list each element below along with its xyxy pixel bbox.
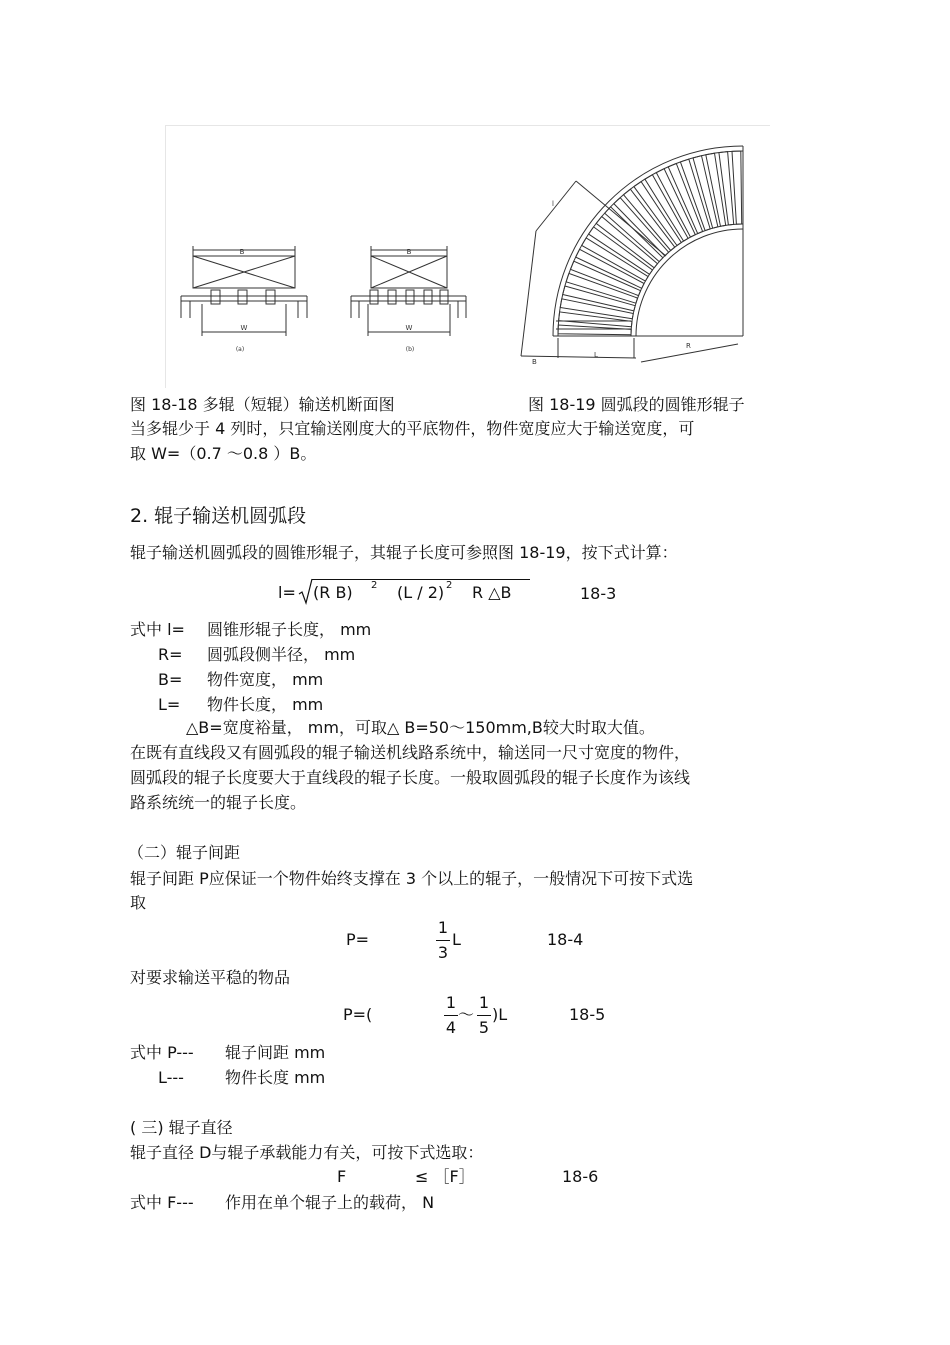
caption-fig-18-19: 图 18-19 圆弧段的圆锥形辊子	[528, 395, 745, 414]
label-b1: B	[239, 248, 245, 256]
formula-18-4-number: 18-4	[547, 930, 584, 949]
formula-18-4-den: 3	[437, 943, 449, 962]
formula-18-5-num2: 1	[478, 993, 490, 1012]
system-para-line-2: 圆弧段的辊子长度要大于直线段的辊子长度。一般取圆弧段的辊子长度作为该线	[130, 768, 691, 787]
figure-area	[165, 125, 770, 388]
label-b2: B	[406, 248, 412, 256]
figure-18-19-drawing	[521, 146, 743, 362]
figure-18-18a-drawing	[181, 246, 307, 336]
def-l2-desc: 物件长度 mm	[225, 1068, 326, 1087]
section-2-title: 2. 辊子输送机圆弧段	[130, 505, 307, 527]
formula-18-4-fraction	[436, 918, 450, 963]
arc-roller	[566, 273, 638, 303]
def-b-desc: 物件宽度， mm	[207, 670, 324, 689]
label-w1: W	[240, 324, 248, 332]
def-L-desc: 物件长度， mm	[207, 695, 324, 714]
def-l2-sym: L---	[158, 1068, 184, 1087]
figure-18-18b-drawing	[351, 246, 466, 336]
formula-18-5-num1: 1	[445, 993, 457, 1012]
arc-roller	[558, 325, 631, 335]
arc-roller	[732, 151, 742, 224]
formula-18-5-mid: ～	[458, 1005, 475, 1024]
def-f-desc: 作用在单个辊子上的载荷， N	[225, 1193, 435, 1212]
formula-18-5-rhs: )L	[492, 1005, 508, 1024]
system-para-line-3: 路系统统一的辊子长度。	[130, 793, 307, 812]
section-diameter-title: ( 三) 辊子直径	[130, 1118, 233, 1137]
formula-18-3-exp2: 2	[446, 580, 453, 591]
label-r: R	[686, 342, 691, 350]
label-b: (b)	[405, 346, 415, 353]
label-w2: W	[405, 324, 413, 332]
intro-line-1: 当多辊少于 4 列时，只宜输送刚度大的平底物件，物件宽度应大于输送宽度，可	[130, 419, 695, 438]
arc-roller	[576, 249, 644, 288]
formula-18-3-part-a: (R B)	[313, 583, 353, 602]
formula-18-3-part-b: (L / 2)	[397, 583, 445, 602]
formula-18-6-number: 18-6	[562, 1167, 599, 1186]
formula-18-5-number: 18-5	[569, 1005, 606, 1024]
formula-18-5-lhs: P=(	[343, 1005, 373, 1024]
formula-18-5-den1: 4	[445, 1018, 457, 1037]
formula-18-5-den2: 5	[478, 1018, 490, 1037]
system-para-line-1: 在既有直线段又有圆弧段的辊子输送机线路系统中，输送同一尺寸宽度的物件，	[130, 743, 691, 762]
def-f-sym: 式中 F---	[130, 1193, 194, 1212]
def-r-desc: 圆弧段侧半径， mm	[207, 645, 356, 664]
formula-18-6-rhs: ≤ ［F］	[415, 1167, 475, 1186]
def-l-sym: 式中 l=	[130, 620, 185, 639]
arc-roller	[656, 169, 695, 237]
arc-roller	[559, 312, 632, 327]
intro-line-2: 取 W=（0.7 ～0.8 ）B。	[130, 444, 317, 463]
arc-roller	[719, 152, 734, 225]
formula-18-5-fraction-1	[444, 993, 458, 1038]
section-spacing-line-1: 辊子间距 P应保证一个物件始终支撑在 3 个以上的辊子，一般情况下可按下式选	[130, 869, 694, 888]
figure-drawings	[166, 126, 770, 388]
def-L-sym: L=	[158, 695, 181, 714]
formula-18-3-number: 18-3	[580, 584, 617, 603]
label-l-bottom: L	[594, 351, 598, 359]
sqrt-bar	[312, 579, 530, 580]
def-delta-b: △B=宽度裕量， mm，可取△ B=50～150mm,B较大时取大值。	[186, 718, 655, 737]
formula-18-5-fraction-2	[477, 993, 491, 1038]
def-b-sym: B=	[158, 670, 183, 689]
def-p-desc: 辊子间距 mm	[225, 1043, 326, 1062]
formula-18-3-exp1: 2	[371, 580, 378, 591]
formula-18-4-rhs: L	[452, 930, 461, 949]
section-spacing-title: （二）辊子间距	[128, 843, 241, 862]
def-r-sym: R=	[158, 645, 183, 664]
formula-18-4-lhs: P=	[346, 930, 370, 949]
arc-roller	[680, 159, 710, 231]
stable-text: 对要求输送平稳的物品	[130, 968, 291, 987]
label-a: (a)	[235, 346, 245, 353]
formula-18-6-lhs: F	[337, 1167, 347, 1186]
section-spacing-line-2: 取	[130, 893, 147, 912]
formula-18-3-lhs: l=	[278, 583, 296, 602]
section-diameter-line-1: 辊子直径 D与辊子承载能力有关，可按下式选取：	[130, 1143, 484, 1162]
def-l-desc: 圆锥形辊子长度， mm	[207, 620, 372, 639]
label-b-arc: B	[532, 358, 537, 366]
formula-18-3-part-c: R △B	[472, 583, 512, 602]
def-p-sym: 式中 P---	[130, 1043, 194, 1062]
label-l-arc: l	[552, 200, 554, 208]
caption-fig-18-18: 图 18-18 多辊（短辊）输送机断面图	[130, 395, 395, 414]
section-2-para: 辊子输送机圆弧段的圆锥形辊子，其辊子长度可参照图 18-19，按下式计算：	[130, 543, 678, 562]
sqrt-sign	[298, 578, 314, 606]
formula-18-4-num: 1	[437, 918, 449, 937]
